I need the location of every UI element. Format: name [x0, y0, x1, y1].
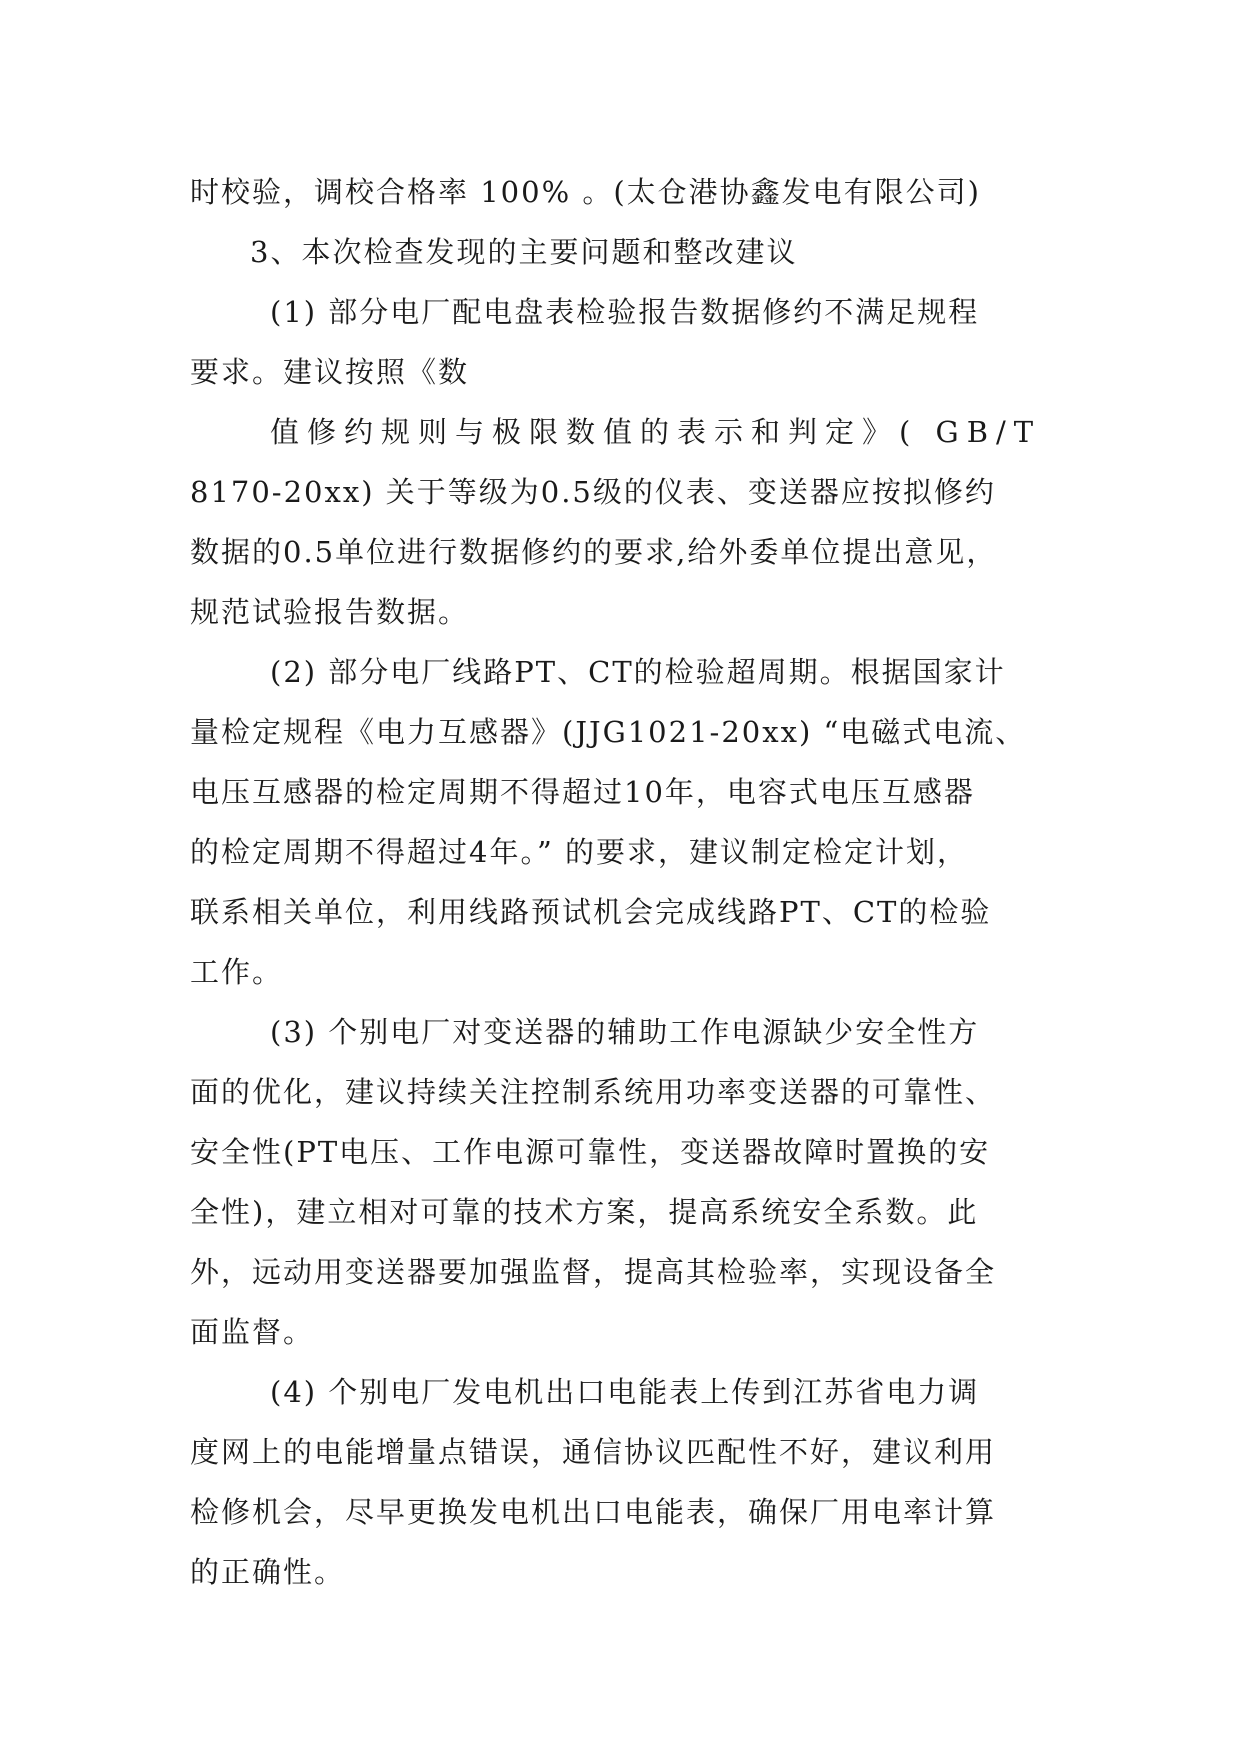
paragraph-1-line: 数据的0.5单位进行数据修约的要求,给外委单位提出意见，	[190, 535, 998, 569]
document-body	[190, 162, 1050, 1602]
paragraph-1-line: (1) 部分电厂配电盘表检验报告数据修约不满足规程	[270, 295, 980, 329]
paragraph-2-line: 电压互感器的检定周期不得超过10年，电容式电压互感器	[190, 775, 975, 809]
paragraph-3-line: 面监督。	[190, 1315, 315, 1349]
paragraph-2-line: 量检定规程《电力互感器》(JJG1021-20xx) “电磁式电流、	[190, 715, 1027, 749]
paragraph-4-line: 的正确性。	[190, 1555, 346, 1589]
paragraph-2-line: 的检定周期不得超过4年。” 的要求，建议制定检定计划，	[190, 835, 968, 869]
paragraph-1-line: 8170-20xx) 关于等级为0.5级的仪表、变送器应按拟修约	[190, 475, 996, 509]
paragraph-3-line: (3) 个别电厂对变送器的辅助工作电源缺少安全性方	[270, 1015, 980, 1049]
text-line: 时校验，调校合格率 100% 。(太仓港协鑫发电有限公司)	[190, 175, 981, 209]
paragraph-2-line: (2) 部分电厂线路PT、CT的检验超周期。根据国家计	[270, 655, 1006, 689]
paragraph-3-line: 安全性(PT电压、工作电源可靠性，变送器故障时置换的安	[190, 1135, 991, 1169]
paragraph-2-line: 联系相关单位，利用线路预试机会完成线路PT、CT的检验	[190, 895, 992, 929]
paragraph-3-line: 外，远动用变送器要加强监督，提高其检验率，实现设备全	[190, 1255, 997, 1289]
section-heading: 3、本次检查发现的主要问题和整改建议	[250, 235, 798, 269]
paragraph-4-line: 度网上的电能增量点错误，通信协议匹配性不好，建议利用	[190, 1435, 997, 1469]
paragraph-3-line: 全性)，建立相对可靠的技术方案，提高系统安全系数。此	[190, 1195, 979, 1229]
paragraph-4-line: (4) 个别电厂发电机出口电能表上传到江苏省电力调	[270, 1375, 980, 1409]
paragraph-3-line: 面的优化，建议持续关注控制系统用功率变送器的可靠性、	[190, 1075, 997, 1109]
paragraph-1-line: 值修约规则与极限数值的表示和判定》( GB/T	[270, 415, 1042, 449]
paragraph-4-line: 检修机会，尽早更换发电机出口电能表，确保厂用电率计算	[190, 1495, 997, 1529]
paragraph-1-line: 规范试验报告数据。	[190, 595, 470, 629]
paragraph-2-line: 工作。	[190, 955, 284, 989]
paragraph-1-line: 要求。建议按照《数	[190, 355, 470, 389]
